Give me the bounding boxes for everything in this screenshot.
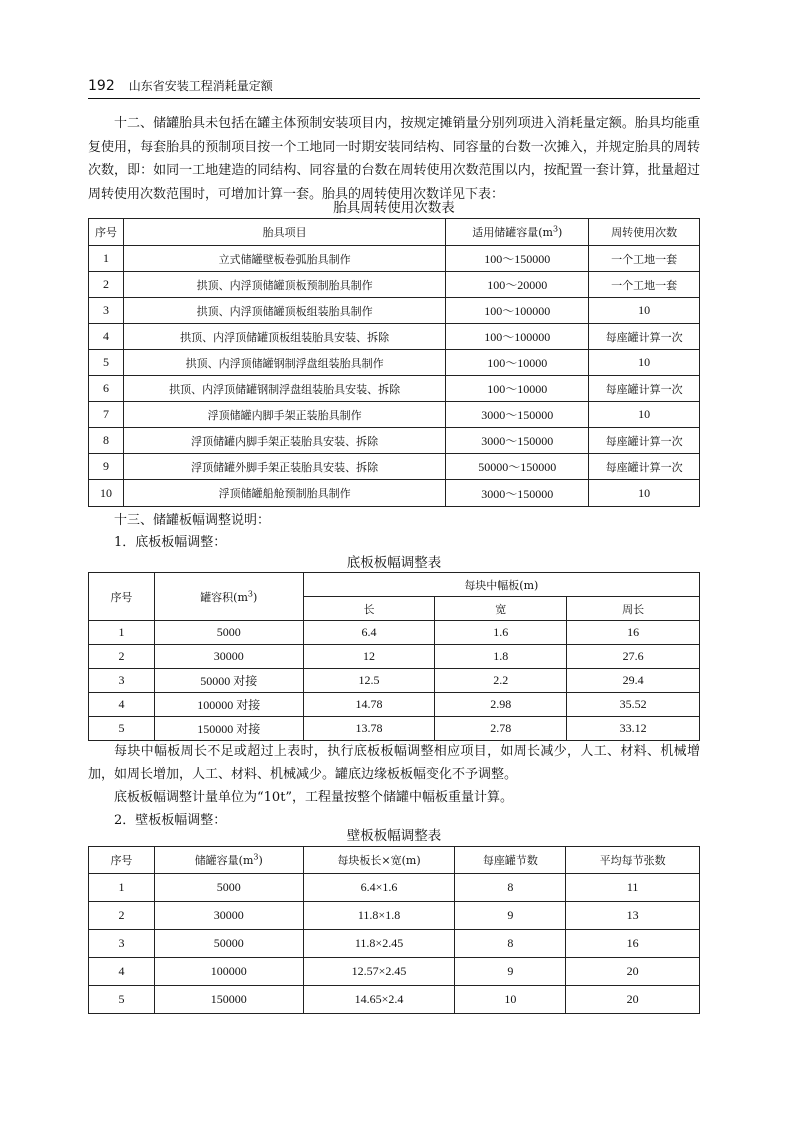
table-row: 10 浮顶储罐船舱预制胎具制作 3000～150000 10 bbox=[89, 480, 700, 507]
table-row: 4 100000 12.57×2.45 9 20 bbox=[89, 958, 700, 986]
bottom-plate-unit-note: 底板板幅调整计量单位为“10t”，工程量按整个储罐中幅板重量计算。 bbox=[114, 790, 514, 805]
section13-heading: 十三、储罐板幅调整说明： bbox=[114, 513, 271, 528]
bottom-plate-note: 每块中幅板周长不足或超过上表时，执行底板板幅调整相应项目，如周长减少，人工、材料、机械增加，如周长增加，人工、材料、机械减少。罐底边缘板板幅变化不予调整。 bbox=[88, 744, 700, 782]
header-rule bbox=[88, 98, 700, 99]
table-row: 9 浮顶储罐外脚手架正装胎具安装、拆除 50000～150000 每座罐计算一次 bbox=[89, 454, 700, 480]
table-row: 5 拱顶、内浮顶储罐钢制浮盘组装胎具制作 100～10000 10 bbox=[89, 350, 700, 376]
bottom-plate-table bbox=[88, 572, 700, 741]
wall-plate-subheading: 2．壁板板幅调整： bbox=[114, 813, 227, 828]
col-header-no: 序号 bbox=[89, 219, 124, 246]
col-header-item: 胎具项目 bbox=[123, 219, 445, 246]
table-row: 7 浮顶储罐内脚手架正装胎具制作 3000～150000 10 bbox=[89, 402, 700, 428]
table-row: 1 立式储罐壁板卷弧胎具制作 100～150000 一个工地一套 bbox=[89, 246, 700, 272]
table-row: 3 50000 对接 12.5 2.2 29.4 bbox=[89, 669, 700, 693]
col-header-group: 每块中幅板(m) bbox=[303, 573, 699, 597]
table-row: 4 拱顶、内浮顶储罐顶板组装胎具安装、拆除 100～100000 每座罐计算一次 bbox=[89, 324, 700, 350]
table-row: 3 50000 11.8×2.45 8 16 bbox=[89, 930, 700, 958]
table-row: 3 拱顶、内浮顶储罐顶板组装胎具制作 100～100000 10 bbox=[89, 298, 700, 324]
col-header-width: 宽 bbox=[435, 597, 567, 621]
table-row: 2 30000 12 1.8 27.6 bbox=[89, 645, 700, 669]
table-row: 4 100000 对接 14.78 2.98 35.52 bbox=[89, 693, 700, 717]
book-title: 山东省安装工程消耗量定额 bbox=[128, 79, 273, 93]
table-row: 6 拱顶、内浮顶储罐钢制浮盘组装胎具安装、拆除 100～10000 每座罐计算一次 bbox=[89, 376, 700, 402]
col-header-no: 序号 bbox=[89, 573, 155, 621]
col-header-size: 每块板长×宽(m) bbox=[303, 847, 455, 874]
col-header-perimeter: 周长 bbox=[567, 597, 700, 621]
fixture-table-title: 胎具周转使用次数表 bbox=[333, 200, 455, 216]
table-row: 2 30000 11.8×1.8 9 13 bbox=[89, 902, 700, 930]
col-header-times: 周转使用次数 bbox=[589, 219, 700, 246]
bottom-plate-subheading: 1．底板板幅调整： bbox=[114, 535, 227, 550]
table-row: 5 150000 对接 13.78 2.78 33.12 bbox=[89, 717, 700, 741]
col-header-capacity: 储罐容量$(m^3)$ bbox=[154, 847, 303, 874]
table-header-row bbox=[89, 219, 700, 246]
table-header-row bbox=[89, 573, 700, 597]
table-row: 1 5000 6.4×1.6 8 11 bbox=[89, 874, 700, 902]
col-header-courses: 每座罐节数 bbox=[455, 847, 566, 874]
col-header-no: 序号 bbox=[89, 847, 155, 874]
col-header-sheets: 平均每节张数 bbox=[566, 847, 700, 874]
table-row: 5 150000 14.65×2.4 10 20 bbox=[89, 986, 700, 1014]
fixture-turnover-table bbox=[88, 218, 700, 507]
col-header-volume: 罐容积$(m^3)$ bbox=[154, 573, 303, 621]
table-row: 8 浮顶储罐内脚手架正装胎具安装、拆除 3000～150000 每座罐计算一次 bbox=[89, 428, 700, 454]
bottom-table-title: 底板板幅调整表 bbox=[346, 555, 442, 571]
running-header bbox=[88, 76, 700, 98]
section12-paragraph: 十二、储罐胎具未包括在罐主体预制安装项目内，按规定摊销量分别列项进入消耗量定额。胎具均能重复使用，每套胎具的预制项目按一个工地同一时期安装同结构、同容量的台数一次摊入，并规定胎具的周转次数，即：如同一工地建造的同结构、同容量的台数在周转使用次数范围以内，按配置一套计算，批量超过周转使用次数范围时，可增加计算一套。胎具的周转使用次数详见下表： bbox=[88, 116, 700, 202]
wall-table-title: 壁板板幅调整表 bbox=[346, 828, 442, 844]
page-number: 192 bbox=[88, 78, 115, 94]
col-header-length: 长 bbox=[303, 597, 435, 621]
table-header-row bbox=[89, 847, 700, 874]
wall-plate-table bbox=[88, 846, 700, 1014]
table-row: 1 5000 6.4 1.6 16 bbox=[89, 621, 700, 645]
table-row: 2 拱顶、内浮顶储罐顶板预制胎具制作 100～20000 一个工地一套 bbox=[89, 272, 700, 298]
col-header-capacity: 适用储罐容量$(m^3)$ bbox=[446, 219, 589, 246]
